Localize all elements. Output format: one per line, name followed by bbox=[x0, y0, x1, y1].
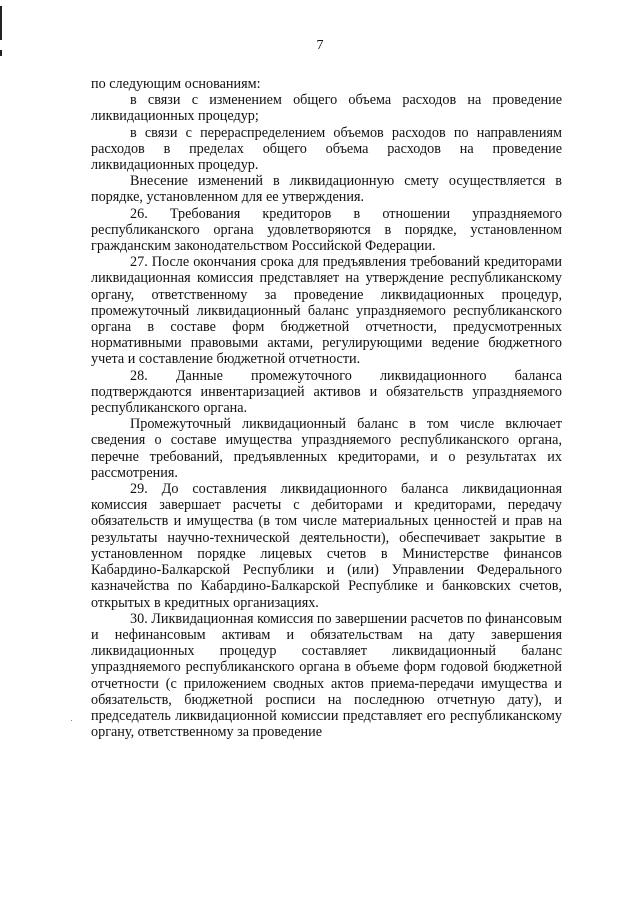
paragraph: 30. Ликвидационная комиссия по завершении расчетов по финансовым и нефинансовым активам и обязательствам на дату завершения ликвидационных процедур составляет ликвидационный баланс упраздняемого республиканского органа в объеме форм годовой бюджетной отчетности (с приложением сводных актов приема-передачи имущества и обязательств, бюджетной росписи на последнюю отчетную дату), и председатель ликвидационной комиссии представляет его республиканскому органу, ответственному за проведение bbox=[91, 610, 562, 741]
paragraph: 29. До составления ликвидационного баланса ликвидационная комиссия завершает расчеты с дебиторами и кредиторами, передачу обязательств и имущества (в том числе материальных ценностей и прав на результаты научно-технической деятельности), обеспечивает закрытие в установленном порядке лицевых счетов в Министерстве финансов Кабардино-Балкарской Республики и (или) Управлении Федерального казначейства по Кабардино-Балкарской Республике и банковских счетов, открытых в кредитных организациях. bbox=[91, 481, 562, 611]
page-number: 7 bbox=[316, 38, 324, 53]
paragraph: 27. После окончания срока для предъявления требований кредиторами ликвидационная комиссия представляет на утверждение республиканскому органу, ответственному за проведение ликвидационных процедур, промежуточный ликвидационный баланс упраздняемого республиканского органа в составе форм бюджетной отчетности, предусмотренных нормативными правовыми актами, регулирующими ведение бюджетного учета и составление бюджетной отчетности. bbox=[91, 254, 562, 368]
paragraph: 26. Требования кредиторов в отношении упраздняемого республиканского органа удовлетворяются в порядке, установленном гражданским законодательством Российской Федерации. bbox=[91, 205, 562, 255]
paragraph: в связи с изменением общего объема расходов на проведение ликвидационных процедур; bbox=[91, 92, 562, 125]
body-text bbox=[91, 76, 562, 740]
paragraph: по следующим основаниям: bbox=[91, 76, 261, 92]
paragraph: 28. Данные промежуточного ликвидационного баланса подтверждаются инвентаризацией активов и обязательств упраздняемого республиканского органа. bbox=[91, 367, 562, 417]
scan-edge-mark bbox=[0, 6, 2, 40]
paragraph: в связи с перераспределением объемов расходов по направлениям расходов в пределах общего объема расходов на проведение ликвидационных процедур. bbox=[91, 124, 562, 174]
paragraph: Внесение изменений в ликвидационную смету осуществляется в порядке, установленном для ее утверждения. bbox=[91, 173, 562, 206]
margin-mark bbox=[71, 720, 72, 721]
paragraph: Промежуточный ликвидационный баланс в том числе включает сведения о составе имущества упраздняемого республиканского органа, перечне требований, предъявленных кредиторами, и о результатах их рассмотрения. bbox=[91, 416, 562, 481]
